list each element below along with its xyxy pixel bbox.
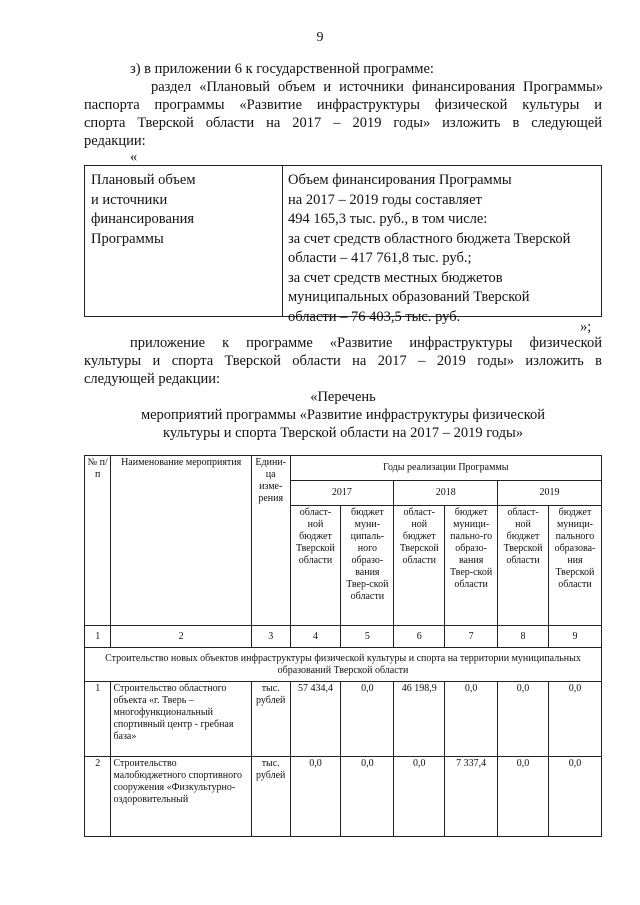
year-2017: 2017 [290,481,394,506]
row-value: 0,0 [498,682,549,757]
col-number: 7 [445,626,498,648]
title-line1: «Перечень [310,389,376,405]
table-row [85,682,602,757]
row-unit: тыс. рублей [251,757,290,837]
passport-right-col [288,171,570,327]
col-number: 1 [85,626,111,648]
passport-right-line: за счет средств областного бюджета Тверской [288,230,571,247]
col-number: 6 [394,626,445,648]
sub-regional-2019: област-ной бюджет Тверской области [498,506,549,626]
passport-right-line: Объем финансирования Программы [288,172,512,188]
row-value: 57 434,4 [290,682,341,757]
row-value: 0,0 [548,757,601,837]
measures-table [84,455,602,837]
para1-line3: паспорта программы «Развитие инфраструктуры физической культуры и [84,97,602,113]
sub-municipal-2017: бюджет муни-ципаль-ного образо-вания Твер-ской области [341,506,394,626]
header-name: Наименование мероприятия [111,456,251,626]
passport-box [84,165,602,325]
para1-line2: раздел «Плановый объем и источники финансирования Программы» [151,79,603,95]
sub-regional-2018: област-ной бюджет Тверской области [394,506,445,626]
passport-right-line: области – 76 403,5 тыс. руб. [288,308,461,325]
row-value: 0,0 [341,757,394,837]
passport-right-line: на 2017 – 2019 годы составляет [288,191,482,208]
para1-line5: редакции: [84,133,146,149]
col-number: 8 [498,626,549,648]
section-row: Строительство новых объектов инфраструктуры физической культуры и спорта на территории муниципальных образований Тверской области [85,648,602,682]
col-number: 4 [290,626,341,648]
para2-line3: следующей редакции: [84,371,221,387]
col-number: 2 [111,626,251,648]
row-value: 0,0 [548,682,601,757]
row-value: 0,0 [445,682,498,757]
passport-left-line: Программы [91,230,164,247]
col-number: 5 [341,626,394,648]
header-unit: Едини-ца изме-рения [251,456,290,626]
row-value: 0,0 [341,682,394,757]
year-2019: 2019 [498,481,602,506]
row-name: Строительство областного объекта «г. Тверь – многофункциональный спортивный центр - гребная база» [111,682,251,757]
para2-line1: приложение к программе «Развитие инфраструктуры физической [130,335,602,351]
passport-right-line: области – 417 761,8 тыс. руб.; [288,250,472,266]
para1-line4: спорта Тверской области на 2017 – 2019 годы» изложить в следующей [84,115,602,131]
row-value: 0,0 [498,757,549,837]
passport-right-line: за счет средств местных бюджетов [288,269,503,286]
year-2018: 2018 [394,481,498,506]
passport-left-line: финансирования [91,211,195,227]
header-years: Годы реализации Программы [290,456,601,481]
passport-left-col [91,171,196,249]
close-quote: »; [580,319,592,335]
passport-left-line: Плановый объем [91,172,196,188]
row-value: 0,0 [290,757,341,837]
title-line3: культуры и спорта Тверской области на 2017 – 2019 годы» [162,425,523,441]
open-quote: « [130,149,138,165]
passport-right-line: 494 165,3 тыс. руб., в том числе: [288,211,488,227]
sub-municipal-2019: бюджет муници-пального образова-ния Тверской области [548,506,601,626]
passport-left-line: и источники [91,191,168,208]
row-unit: тыс. рублей [251,682,290,757]
row-num: 1 [85,682,111,757]
table-row [85,757,602,837]
para2-line2: культуры и спорта Тверской области на 2017 – 2019 годы» изложить в [84,353,602,369]
sub-regional-2017: област-ной бюджет Тверской области [290,506,341,626]
row-value: 46 198,9 [394,682,445,757]
header-num: № п/п [85,456,111,626]
page-number: 9 [316,30,324,45]
row-name: Строительство малобюджетного спортивного сооружения «Физкультурно-оздоровительный [111,757,251,837]
col-number: 3 [251,626,290,648]
row-num: 2 [85,757,111,837]
title-line2: мероприятий программы «Развитие инфраструктуры физической [140,407,546,423]
passport-right-line: муниципальных образований Тверской [288,289,530,305]
sub-municipal-2018: бюджет муници-пально-го образо-вания Твер-ской области [445,506,498,626]
para1-line1: з) в приложении 6 к государственной программе: [130,61,434,77]
row-value: 7 337,4 [445,757,498,837]
col-number: 9 [548,626,601,648]
row-value: 0,0 [394,757,445,837]
